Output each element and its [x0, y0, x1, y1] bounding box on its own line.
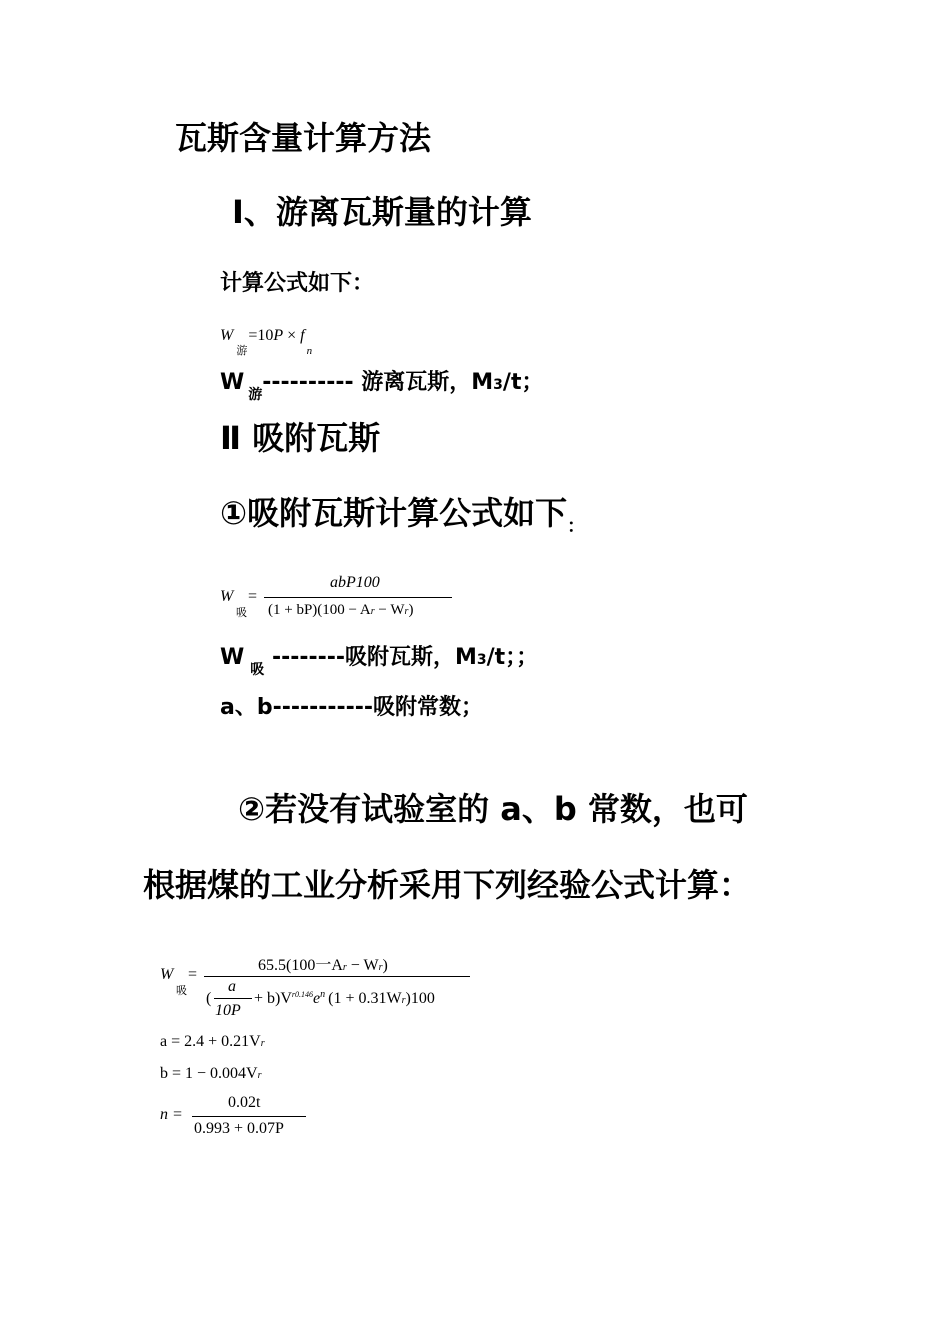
f1-den-r1: r [370, 606, 375, 617]
eq-b-text: b = 1 − 0.004V [160, 1065, 258, 1082]
f1-denominator [268, 602, 413, 619]
f2-eq: = [188, 966, 198, 983]
eq-n-fraction-bar [192, 1116, 306, 1117]
sub1-text: ①吸附瓦斯计算公式如下 [220, 494, 568, 532]
f1-eq: = [248, 588, 258, 605]
f2-lhs: W [160, 966, 174, 983]
legend1-sym-sub: 吸 [250, 662, 265, 678]
f2-num-text: 65.5(100一A [258, 957, 343, 974]
formula-f: f [300, 327, 305, 344]
equation-n [160, 1094, 320, 1140]
f2-num-end: ) [382, 957, 388, 974]
f2-den-10p: 10P [215, 1002, 241, 1019]
eq-n-denominator: 0.993 + 0.07P [194, 1120, 284, 1137]
legend-constants: a、b-----------吸附常数； [220, 695, 484, 720]
formula-free-gas [220, 327, 313, 357]
formula-adsorbed [220, 574, 460, 624]
f2-den-end: )100 [405, 990, 435, 1007]
legend-unit-sub: 3 [493, 377, 503, 393]
formula-lhs: W [220, 327, 234, 344]
f1-den-text: (1 + bP)(100 − A [268, 602, 371, 618]
section2-sub2-line1: ②若没有试验室的 a、b 常数，也可 [238, 790, 748, 828]
section1-heading: Ⅰ、游离瓦斯量的计算 [232, 193, 532, 231]
f2-numerator [258, 952, 388, 975]
f2-den-plus-b: + b)V [254, 990, 292, 1007]
formula-lhs-sub: 游 [236, 345, 248, 357]
formula-p: P [273, 327, 284, 344]
f2-den-e: e [313, 990, 321, 1007]
legend1-unit-sub: 3 [476, 652, 487, 668]
f2-inner-bar [214, 998, 252, 999]
page-title: 瓦斯含量计算方法 [175, 119, 432, 157]
formula-times: × [283, 327, 301, 344]
section1-intro: 计算公式如下： [220, 271, 375, 296]
f2-den-a: a [228, 978, 236, 995]
f2-num-r1: r [342, 962, 347, 973]
formula-empirical [160, 952, 480, 1024]
equation-b [160, 1065, 262, 1083]
f2-den-tail: (1 + 0.31W [328, 990, 402, 1007]
legend1-sym: W [220, 645, 245, 670]
f2-lhs-sub: 吸 [176, 985, 187, 997]
legend-adsorbed [220, 640, 539, 678]
section2-heading: Ⅱ 吸附瓦斯 [220, 419, 381, 457]
legend1-desc-post: /t；； [486, 645, 539, 670]
f1-den-r2: r [404, 606, 409, 617]
eq-n-lhs: n = [160, 1106, 183, 1123]
eq-n-numerator: 0.02t [228, 1094, 261, 1111]
legend-sym: W [220, 370, 245, 395]
f1-den-end: ) [408, 602, 414, 618]
legend-desc: ---------- 游离瓦斯，M [262, 370, 494, 395]
sub1-colon: ： [567, 516, 586, 537]
legend-free-gas [220, 365, 544, 403]
f2-den-open: ( [206, 990, 212, 1007]
f2-den-exp: r0.146 [291, 990, 314, 999]
f2-den-n: n [320, 989, 326, 1000]
legend-sym-sub: 游 [248, 387, 263, 403]
formula-eq: =10 [248, 327, 274, 344]
f2-den-r: r [401, 995, 406, 1006]
f2-num-mid: − W [346, 957, 379, 974]
formula-f-sub: n [306, 345, 313, 357]
f1-lhs-sub: 吸 [236, 607, 247, 619]
section2-sub1 [220, 488, 586, 537]
f2-fraction-bar [204, 976, 470, 977]
eq-b-sub: r [257, 1070, 262, 1081]
f1-numerator: abP100 [330, 574, 380, 591]
section2-sub2-line2: 根据煤的工业分析采用下列经验公式计算： [143, 866, 752, 904]
legend1-desc: --------吸附瓦斯，M [264, 645, 477, 670]
equation-a [160, 1033, 265, 1051]
eq-a-text: a = 2.4 + 0.21V [160, 1033, 261, 1050]
f1-lhs: W [220, 588, 234, 605]
f2-num-r2: r [378, 962, 383, 973]
legend-desc-post: /t； [502, 370, 544, 395]
f2-den-rest [254, 990, 435, 1008]
f1-fraction-bar [264, 597, 452, 598]
eq-a-sub: r [260, 1038, 265, 1049]
f1-den-mid: − W [374, 602, 405, 618]
